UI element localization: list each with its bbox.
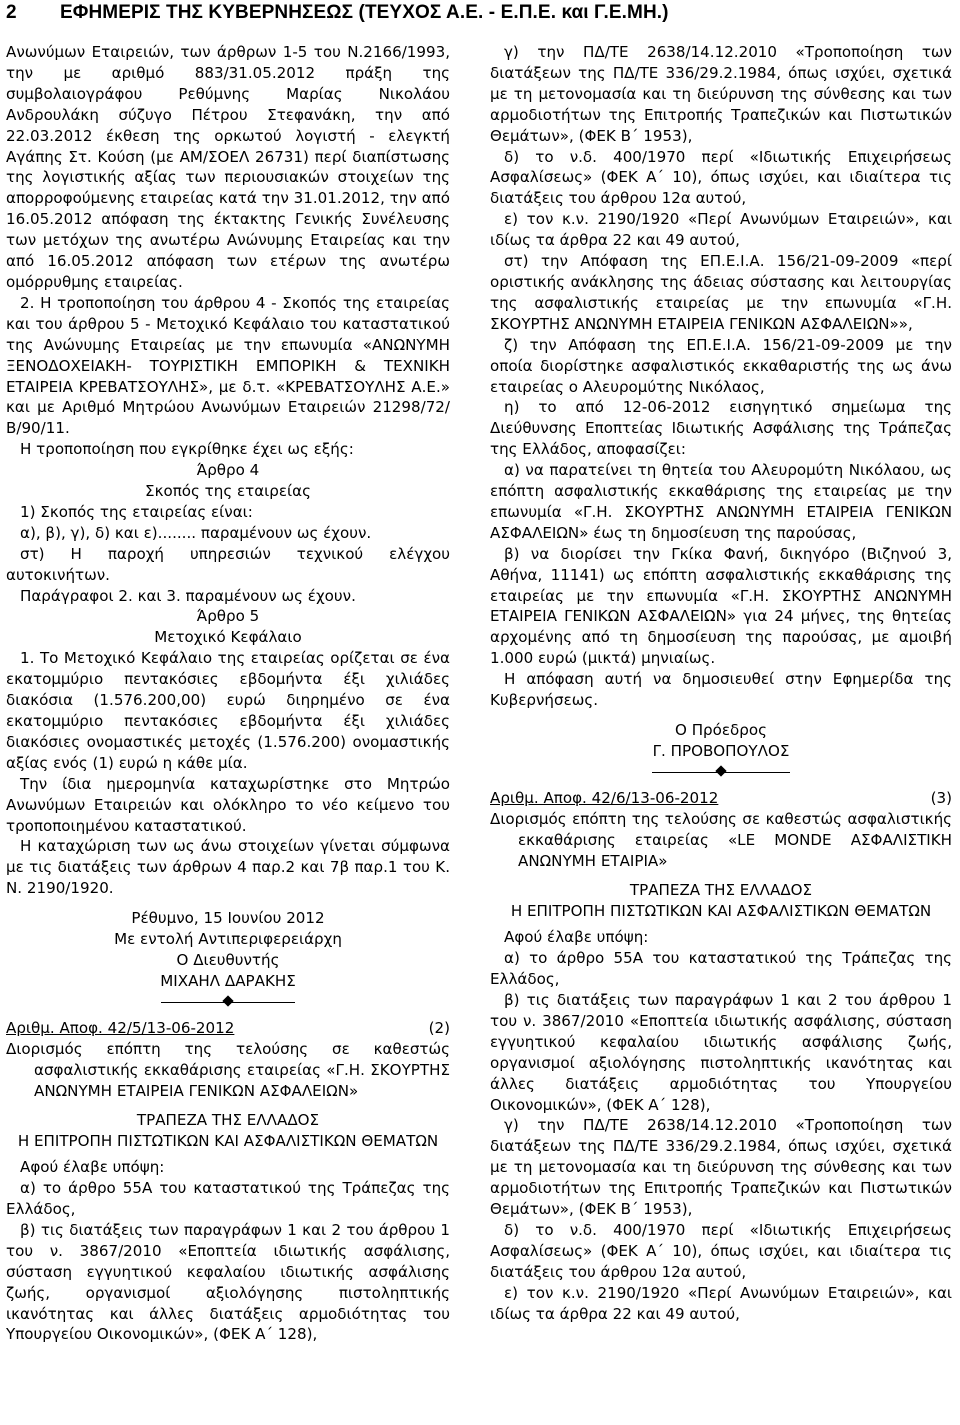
consideration-item: α) το άρθρο 55Α του καταστατικού της Τράπεζας της Ελλάδος, [490,949,952,989]
diamond-icon [222,995,233,1006]
consideration-item: γ) την ΠΔ/ΤΕ 2638/14.12.2010 «Τροποποίηση των διατάξεων της ΠΔ/ΤΕ 336/29.2.1984, όπως ισχύει, σχετικά με τη μετονομασία και τη διεύρυνση της σύνθεσης και των αρμοδιοτήτων της Επιτροπής Τραπεζικών και Πιστωτικών Θεμάτων», (ΦΕΚ Β΄ 1953), [490,43,952,145]
consideration-item: δ) το ν.δ. 400/1970 περί «Ιδιωτικής Επιχειρήσεως Ασφαλίσεως» (ΦΕΚ Α΄ 10), όπως ισχύει, και ιδιαίτερα τις διατάξεις του άρθρου 12α αυτού, [490,147,952,208]
consideration-item: β) τις διατάξεις των παραγράφων 1 και 2 του άρθρου 1 του ν. 3867/2010 «Εποπτεία ιδιωτικής ασφάλισης, σύσταση εγγυητικού κεφαλαίου ιδιωτικής ασφάλισης ζωής, οργανισμοί αξιολόγησης πιστοληπτικής ικανότητας και άλλες διατάξεις αρμοδιότητας του Υπουργείου Οικονομικών», (ΦΕΚ Α΄ 128), [6,1220,450,1344]
consideration-item: ζ) την Απόφαση της ΕΠ.Ε.Ι.Α. 156/21-09-2009 με την οποία διορίστηκε ασφαλιστικός εκκαθαριστής της ως άνω εταιρείας ο Αλευρομύτης Νικόλαος, [490,335,952,396]
article-4-line: στ) Η παροχή υπηρεσιών τεχνικού ελέγχου αυτοκινήτων. [6,544,450,584]
signature-role: Ο Διευθυντής [176,950,280,969]
consideration-item: ε) τον κ.ν. 2190/1920 «Περί Ανωνύμων Εταιρειών», και ιδίως τα άρθρα 22 και 49 αυτού, [490,1283,952,1323]
committee-name: Η ΕΠΙΤΡΟΠΗ ΠΙΣΤΩΤΙΚΩΝ ΚΑΙ ΑΣΦΑΛΙΣΤΙΚΩΝ ΘΕΜΑΤΩΝ [510,902,932,921]
considerations-intro: Αφού έλαβε υπόψη: [20,1158,165,1177]
bank-name: ΤΡΑΠΕΖΑ ΤΗΣ ΕΛΛΑΔΟΣ [629,881,813,900]
left-column [6,42,450,1345]
decision-reference [490,788,952,809]
article-4-subtitle: Σκοπός της εταιρείας [145,482,311,501]
committee-name: Η ΕΠΙΤΡΟΠΗ ΠΙΣΤΩΤΙΚΩΝ ΚΑΙ ΑΣΦΑΛΙΣΤΙΚΩΝ ΘΕΜΑΤΩΝ [17,1132,439,1151]
signature-place-date: Ρέθυμνο, 15 Ιουνίου 2012 [131,909,325,928]
article-4-line: Παράγραφοι 2. και 3. παραμένουν ως έχουν. [20,586,356,605]
decision-number: Αριθμ. Αποφ. 42/6/13-06-2012 [490,788,719,807]
considerations-intro: Αφού έλαβε υπόψη: [504,928,649,947]
running-head-title: ΕΦΗΜΕΡΙΣ ΤΗΣ ΚΥΒΕΡΝΗΣΕΩΣ (ΤΕΥΧΟΣ Α.Ε. - Ε.Π.Ε. και Γ.Ε.ΜΗ.) [60,2,669,23]
right-column [490,42,952,1324]
registration-paragraph: Η καταχώριση των ως άνω στοιχείων γίνεται σύμφωνα με τις διατάξεις των άρθρων 4 παρ.2 και 7β παρ.1 του Κ. Ν. 2190/1920. [6,837,450,898]
article-5-title: Άρθρο 5 [196,607,260,626]
decision-paragraph: Ανωνύμων Εταιρειών, των άρθρων 1-5 του Ν.2166/1993, την με αριθμό 883/31.05.2012 πράξη της συμβολαιογράφου Ρεθύμνης Μαρίας Νικολάου Ανδρουλάκη σύζυγο Πέτρου Στεφανάκη, την από 22.03.2012 έκθεση της ορκωτού λογιστή - ελεγκτή Αγάπης Στ. Κούση (με ΑΜ/ΣΟΕΛ 26731) περί διαπίστωσης της λογιστικής αξίας των περιουσιακών στοιχείων της απορροφούμενης εταιρείας κατά την 31.01.2012, την από 16.05.2012 απόφαση της έκτακτης Γενικής Συνέλευσης των μετόχων της ανωτέρω Ανώνυμης Εταιρείας και την από 16.05.2012 απόφαση των ετέρων της ανωτέρω ομόρρυθμης εταιρείας. [6,43,450,291]
diamond-icon [715,765,726,776]
decision-title: Διορισμός επόπτη της τελούσης σε καθεστώς ασφαλιστικής εκκαθάρισης εταιρείας «LE MONDE ΑΣΦΑΛΙΣΤΙΚΗ ΑΝΩΝΥΜΗ ΕΤΑΙΡΙΑ» [490,809,952,870]
consideration-item: στ) την Απόφαση της ΕΠ.Ε.Ι.Α. 156/21-09-2009 «περί οριστικής ανάκλησης της άδειας σύστασης και λειτουργίας της ασφαλιστικής εταιρείας με την επωνυμία «Γ.Η. ΣΚΟΥΡΤΗΣ ΑΝΩΝΥΜΗ ΕΤΑΙΡΕΙΑ ΓΕΝΙΚΩΝ ΑΣΦΑΛΕΙΩΝ»», [490,252,952,333]
decision-item: β) να διορίσει την Γκίκα Φανή, δικηγόρο (Βιζηνού 3, Αθήνα, 11141) ως επόπτη ασφαλιστικής εκκαθάρισης της εταιρείας με την επωνυμία «Γ.Η. ΣΚΟΥΡΤΗΣ ΑΝΩΝΥΜΗ ΕΤΑΙΡΕΙΑ ΓΕΝΙΚΩΝ ΑΣΦΑΛΕΙΩΝ» για 24 μήνες, της θητείας αρχομένης από τη δημοσίευση της παρούσας, με αμοιβή 1.000 ευρώ (μικτά) μηνιαίως. [490,544,952,668]
consideration-item: δ) το ν.δ. 400/1970 περί «Ιδιωτικής Επιχειρήσεως Ασφαλίσεως» (ΦΕΚ Α΄ 10), όπως ισχύει, και ιδιαίτερα τις διατάξεις του άρθρου 12α αυτού, [490,1220,952,1281]
article-4-line: 1) Σκοπός της εταιρείας είναι: [20,502,253,521]
amendment-paragraph: 2. Η τροποποίηση του άρθρου 4 - Σκοπός της εταιρείας και του άρθρου 5 - Μετοχικό Κεφάλαιο του καταστατικού της Ανώνυμης Εταιρείας με την επωνυμία «ΑΝΩΝΥΜΗ ΞΕΝΟΔΟΧΕΙΑΚΗ- ΤΟΥΡΙΣΤΙΚΗ ΕΜΠΟΡΙΚΗ & ΤΕΧΝΙΚΗ ΕΤΑΙΡΕΙΑ ΚΡΕΒΑΤΣΟΥΛΗΣ», με δ.τ. «ΚΡΕΒΑΤΣΟΥΛΗΣ Α.Ε.» και με Αριθμό Μητρώου Ανωνύμων Εταιρειών 21298/72/Β/90/11. [6,293,450,438]
article-4-line: α), β), γ), δ) και ε)........ παραμένουν ως έχουν. [20,523,372,542]
consideration-item: γ) την ΠΔ/ΤΕ 2638/14.12.2010 «Τροποποίηση των διατάξεων της ΠΔ/ΤΕ 336/29.2.1984, όπως ισχύει, σχετικά με τη μετονομασία και τη διεύρυνση της σύνθεσης και των αρμοδιοτήτων της Επιτροπής Τραπεζικών και Πιστωτικών Θεμάτων», (ΦΕΚ Β΄ 1953), [490,1116,952,1219]
decision-index: (3) [930,788,952,807]
decision-number: Αριθμ. Αποφ. 42/5/13-06-2012 [6,1018,235,1037]
decision-title: Διορισμός επόπτη της τελούσης σε καθεστώς ασφαλιστικής εκκαθάρισης εταιρείας «Γ.Η. ΣΚΟΥΡΤΗΣ ΑΝΩΝΥΜΗ ΕΤΑΙΡΕΙΑ ΓΕΝΙΚΩΝ ΑΣΦΑΛΕΙΩΝ» [6,1039,450,1100]
article-5-paragraph: 1. Το Μετοχικό Κεφάλαιο της εταιρείας ορίζεται σε ένα εκατομμύριο πεντακόσιες εβδομήντα έξι χιλιάδες διακόσια (1.576.200,00) ευρώ διηρημένο σε ένα εκατομμύριο πεντακόσιες εβδομήντα έξι χιλιάδες διακόσιες ονομαστικές μετοχές (1.576.200) ονομαστικής αξίας ενός (1) ευρώ η κάθε μία. [6,649,450,772]
consideration-item: β) τις διατάξεις των παραγράφων 1 και 2 του άρθρου 1 του ν. 3867/2010 «Εποπτεία ιδιωτικής ασφάλισης, σύσταση εγγυητικού κεφαλαίου ιδιωτικής ασφάλισης ζωής, οργανισμοί αξιολόγησης πιστοληπτικής ικανότητας και άλλες διατάξεις αρμοδιότητας του Υπουργείου Οικονομικών», (ΦΕΚ Α΄ 128), [490,990,952,1114]
section-divider [490,764,952,780]
consideration-item: α) το άρθρο 55Α του καταστατικού της Τράπεζας της Ελλάδος, [6,1179,450,1219]
signature-role: Ο Πρόεδρος [675,721,767,739]
article-4-title: Άρθρο 4 [196,461,260,480]
signature-name: ΜΙΧΑΗΛ ΔΑΡΑΚΗΣ [160,971,296,990]
decision-index: (2) [428,1018,450,1037]
signature-authority: Με εντολή Αντιπεριφερειάρχη [114,930,342,949]
publication-order: Η απόφαση αυτή να δημοσιευθεί στην Εφημερίδα της Κυβερνήσεως. [490,670,952,710]
article-5-subtitle: Μετοχικό Κεφάλαιο [154,628,302,647]
consideration-item: η) το από 12-06-2012 εισηγητικό σημείωμα της Διεύθυνσης Εποπτείας Ιδιωτικής Ασφάλισης της Τράπεζας της Ελλάδος, αποφασίζει: [490,398,952,459]
page-number: 2 [6,2,17,23]
page-header [0,0,960,32]
signature-name: Γ. ΠΡΟΒΟΠΟΥΛΟΣ [652,741,790,760]
amendment-intro: Η τροποποίηση που εγκρίθηκε έχει ως εξής: [20,440,354,459]
registration-paragraph: Την ίδια ημερομηνία καταχωρίστηκε στο Μητρώο Ανωνύμων Εταιρειών και ολόκληρο το νέο κείμενο του τροποποιημένου καταστατικού. [6,774,450,835]
decision-item: α) να παρατείνει τη θητεία του Αλευρομύτη Νικόλαου, ως επόπτη ασφαλιστικής εκκαθάρισης της εταιρείας με την επωνυμία «Γ.Η. ΣΚΟΥΡΤΗΣ ΑΝΩΝΥΜΗ ΕΤΑΙΡΕΙΑ ΓΕΝΙΚΩΝ ΑΣΦΑΛΕΙΩΝ» έως τη δημοσίευση της παρούσας, [490,461,952,542]
section-divider [6,994,450,1010]
consideration-item: ε) τον κ.ν. 2190/1920 «Περί Ανωνύμων Εταιρειών», και ιδίως τα άρθρα 22 και 49 αυτού, [490,210,952,250]
bank-name: ΤΡΑΠΕΖΑ ΤΗΣ ΕΛΛΑΔΟΣ [136,1111,320,1130]
decision-reference [6,1018,450,1039]
